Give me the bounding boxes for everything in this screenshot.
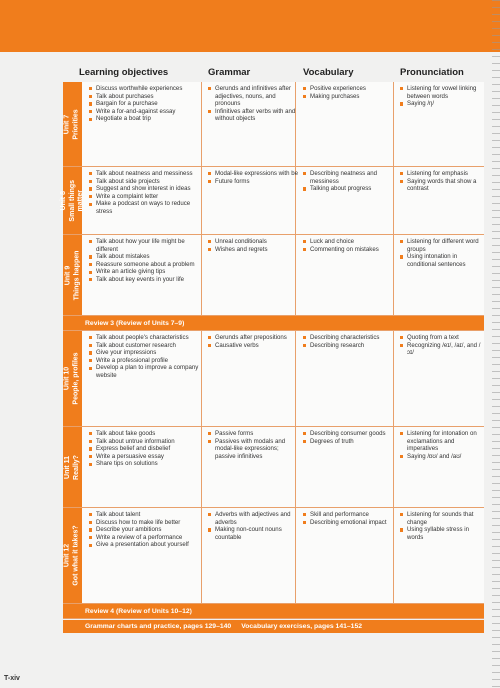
unit-row (63, 508, 484, 604)
unit-label-line: Small things (68, 179, 76, 222)
column-headers (67, 67, 487, 83)
header-pronunciation: Pronunciation (400, 67, 464, 78)
unit-label-line: Really? (72, 454, 80, 480)
unit-label (63, 427, 82, 507)
grammar-item: Making non-count nouns countable (208, 526, 300, 541)
cell-grammar (208, 170, 300, 185)
pronunciation-list (400, 430, 486, 460)
grammar-list (208, 430, 300, 460)
pronunciation-list (400, 238, 486, 268)
header-grammar: Grammar (208, 67, 251, 78)
cell-vocabulary (303, 511, 397, 526)
vocabulary-item: Positive experiences (303, 85, 397, 93)
vocabulary-item: Talking about progress (303, 185, 397, 193)
header-learning-objectives: Learning objectives (79, 67, 169, 78)
unit-label-line: Got what it takes? (72, 525, 80, 586)
learning-item: Talk about mistakes (89, 253, 205, 261)
pronunciation-list (400, 85, 486, 108)
grammar-item: Causative verbs (208, 342, 300, 350)
pronunciation-item: Listening for sounds that change (400, 511, 486, 526)
learning-list (89, 85, 205, 123)
learning-item: Discuss worthwhile experiences (89, 85, 205, 93)
pronunciation-item: Saying /ŋ/ (400, 100, 486, 108)
cell-grammar (208, 238, 300, 253)
cell-learning (89, 238, 205, 284)
grammar-item: Passive forms (208, 430, 300, 438)
unit-label-text (64, 109, 81, 139)
unit-label-text (64, 250, 81, 300)
unit-label-line: Unit 10 (64, 366, 71, 391)
cell-learning (89, 85, 205, 123)
learning-list (89, 511, 205, 549)
vocabulary-item: Making purchases (303, 93, 397, 101)
learning-item: Make a podcast on ways to reduce stress (89, 200, 205, 215)
pronunciation-item: Saying words that show a contrast (400, 178, 486, 193)
unit-label-text (60, 180, 86, 222)
unit-row (63, 235, 484, 316)
learning-item: Talk about how your life might be different (89, 238, 205, 253)
cell-grammar (208, 430, 300, 460)
unit-label-line: Unit 9 (64, 265, 71, 285)
learning-list (89, 170, 205, 216)
learning-item: Give your impressions (89, 349, 205, 357)
learning-item: Write an article giving tips (89, 268, 205, 276)
learning-item: Express belief and disbelief (89, 445, 205, 453)
unit-label-text (64, 352, 81, 404)
vocabulary-item: Luck and choice (303, 238, 397, 246)
pronunciation-item: Listening for vowel linking between words (400, 85, 486, 100)
unit-label-line: Things happen (72, 250, 80, 300)
cell-grammar (208, 85, 300, 123)
grammar-list (208, 238, 300, 253)
learning-item: Describe your ambitions (89, 526, 205, 534)
footer-grammar-text: Grammar charts and practice, pages 129–140 (85, 623, 232, 630)
pronunciation-list (400, 334, 486, 357)
grammar-item: Gerunds after prepositions (208, 334, 300, 342)
cell-pronunciation (400, 511, 486, 541)
vocabulary-item: Describing consumer goods (303, 430, 397, 438)
learning-item: Suggest and show interest in ideas (89, 185, 205, 193)
learning-list (89, 238, 205, 284)
learning-item: Discuss how to make life better (89, 519, 205, 527)
learning-item: Bargain for a purchase (89, 100, 205, 108)
cell-vocabulary (303, 170, 397, 193)
review-3-bar: Review 3 (Review of Units 7–9) (63, 316, 484, 331)
unit-label-text (64, 525, 81, 585)
grammar-item: Unreal conditionals (208, 238, 300, 246)
grammar-item: Adverbs with adjectives and adverbs (208, 511, 300, 526)
learning-item: Write a persuasive essay (89, 453, 205, 461)
grammar-item: Infinitives after verbs with and without objects (208, 108, 300, 123)
pronunciation-item: Saying /ɒʊ/ and /aʊ/ (400, 453, 486, 461)
vocabulary-item: Describing characteristics (303, 334, 397, 342)
grammar-list (208, 334, 300, 349)
vocabulary-item: Describing neatness and messiness (303, 170, 397, 185)
pronunciation-item: Listening for intonation on exclamations and imperatives (400, 430, 486, 453)
learning-item: Talk about purchases (89, 93, 205, 101)
pronunciation-item: Listening for different word groups (400, 238, 486, 253)
unit-label (63, 508, 82, 603)
pronunciation-item: Using intonation in conditional sentences (400, 253, 486, 268)
grammar-item: Wishes and regrets (208, 246, 300, 254)
grammar-item: Future forms (208, 178, 300, 186)
unit-row (63, 427, 484, 508)
spiral-binding (492, 0, 500, 688)
vocabulary-item: Degrees of truth (303, 438, 397, 446)
pronunciation-list (400, 170, 486, 193)
learning-item: Talk about side projects (89, 178, 205, 186)
cell-grammar (208, 334, 300, 349)
cell-pronunciation (400, 170, 486, 193)
unit-label-line: Unit 12 (64, 543, 72, 568)
learning-item: Share tips on solutions (89, 460, 205, 468)
pronunciation-item: Recognizing /eɪ/, /aɪ/, and /ɔɪ/ (400, 342, 486, 357)
learning-item: Talk about key events in your life (89, 276, 205, 284)
vocabulary-list (303, 85, 397, 100)
page-number: T-xiv (4, 675, 20, 682)
pronunciation-item: Quoting from a text (400, 334, 486, 342)
cell-pronunciation (400, 238, 486, 268)
learning-item: Write a for-and-against essay (89, 108, 205, 116)
footer-vocabulary-text: Vocabulary exercises, pages 141–152 (241, 623, 363, 630)
learning-item: Talk about talent (89, 511, 205, 519)
learning-list (89, 334, 205, 380)
grammar-list (208, 511, 300, 541)
grammar-list (208, 170, 300, 185)
vocabulary-item: Describing research (303, 342, 397, 350)
footer-bar (63, 620, 484, 633)
learning-item: Write a complaint letter (89, 193, 205, 201)
vocabulary-list (303, 170, 397, 193)
vocabulary-item: Skill and performance (303, 511, 397, 519)
vocabulary-list (303, 430, 397, 445)
cell-learning (89, 170, 205, 216)
learning-item: Talk about neatness and messiness (89, 170, 205, 178)
learning-list (89, 430, 205, 468)
pronunciation-list (400, 511, 486, 541)
unit-label (63, 331, 82, 426)
learning-item: Talk about people's characteristics (89, 334, 205, 342)
vocabulary-list (303, 238, 397, 253)
contents-table (59, 82, 484, 633)
learning-item: Give a presentation about yourself (89, 541, 205, 549)
grammar-item: Modal-like expressions with be (208, 170, 300, 178)
cell-vocabulary (303, 238, 397, 253)
vocabulary-list (303, 511, 397, 526)
learning-item: Talk about customer research (89, 342, 205, 350)
vocabulary-list (303, 334, 397, 349)
unit-row (59, 167, 484, 235)
unit-label-text (64, 455, 81, 480)
grammar-item: Passives with modals and modal-like expressions; passive infinitives (208, 438, 300, 461)
unit-label (59, 167, 84, 234)
cell-pronunciation (400, 85, 486, 108)
unit-row (63, 331, 484, 427)
review-4-bar: Review 4 (Review of Units 10–12) (63, 604, 484, 619)
cell-vocabulary (303, 85, 397, 100)
unit-label-line: People, profiles (72, 352, 80, 405)
unit-label (63, 235, 82, 315)
grammar-item: Gerunds and infinitives after adjectives, nouns, and pronouns (208, 85, 300, 108)
grammar-list (208, 85, 300, 123)
unit-label-line: Unit 7 (64, 114, 72, 134)
cell-vocabulary (303, 430, 397, 445)
learning-item: Write a professional profile (89, 357, 205, 365)
learning-item: Reassure someone about a problem (89, 261, 205, 269)
vocabulary-item: Commenting on mistakes (303, 246, 397, 254)
unit-label-line: Unit 11 (64, 455, 71, 479)
header-vocabulary: Vocabulary (303, 67, 354, 78)
unit-row (63, 82, 484, 167)
cell-learning (89, 334, 205, 380)
unit-label-line: Priorities (72, 108, 80, 140)
learning-item: Talk about untrue information (89, 438, 205, 446)
learning-item: Negotiate a boat trip (89, 115, 205, 123)
unit-label (63, 82, 82, 166)
vocabulary-item: Describing emotional impact (303, 519, 397, 527)
top-color-band (0, 0, 500, 52)
learning-item: Write a review of a performance (89, 534, 205, 542)
cell-learning (89, 430, 205, 468)
learning-item: Develop a plan to improve a company website (89, 364, 205, 379)
cell-pronunciation (400, 430, 486, 460)
cell-vocabulary (303, 334, 397, 349)
pronunciation-item: Using syllable stress in words (400, 526, 486, 541)
cell-grammar (208, 511, 300, 541)
cell-learning (89, 511, 205, 549)
cell-pronunciation (400, 334, 486, 357)
unit-label-line: Unit 8 (59, 190, 67, 211)
learning-item: Talk about fake goods (89, 430, 205, 438)
unit-label-line: matter (76, 189, 84, 212)
pronunciation-item: Listening for emphasis (400, 170, 486, 178)
